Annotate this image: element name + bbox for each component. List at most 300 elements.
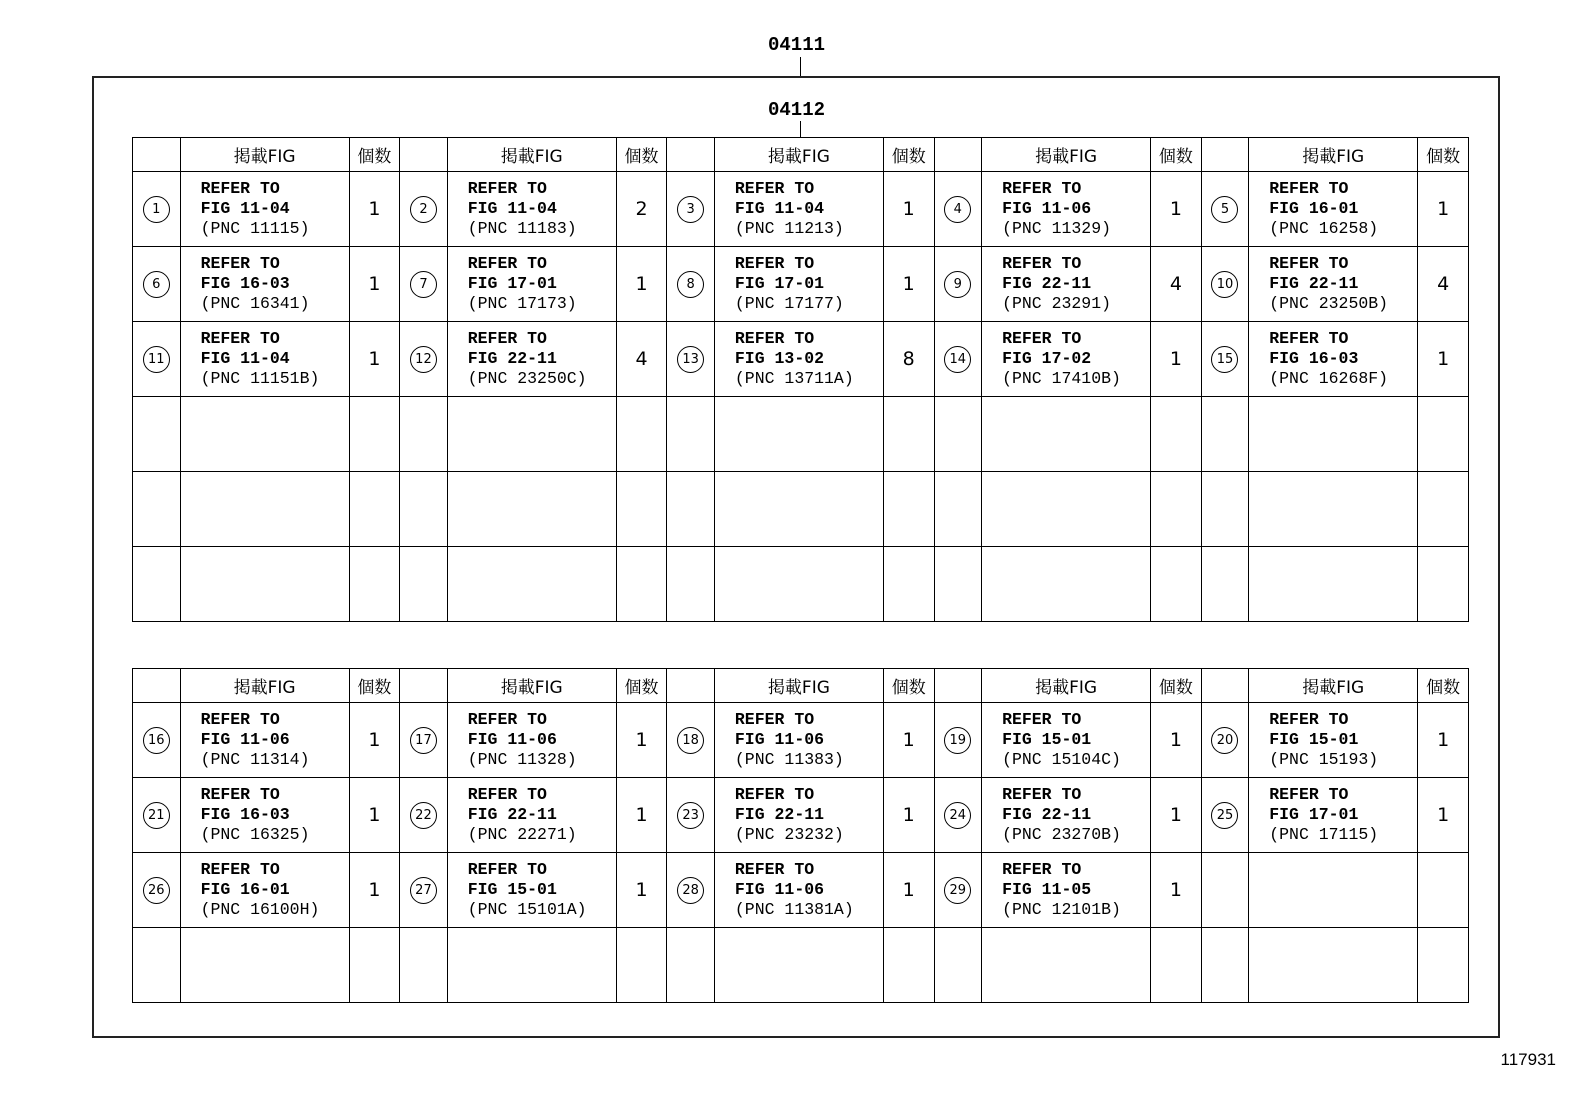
item-number: 10 [1211, 271, 1238, 298]
refer-to-text: REFER TO [200, 710, 280, 729]
item-number-cell [667, 703, 715, 778]
item-number: 29 [944, 877, 971, 904]
item-number-cell [133, 247, 181, 322]
item-number: 18 [677, 727, 704, 754]
pnc-code: (PNC 17115) [1269, 825, 1379, 844]
refer-to-text: REFER TO [734, 710, 815, 729]
header-fig: 掲載FIG [180, 669, 349, 703]
quantity-value: 1 [902, 198, 915, 220]
quantity-value: 1 [1169, 804, 1182, 826]
fig-reference-cell [447, 703, 616, 778]
item-number: 16 [143, 727, 170, 754]
header-qty: 個数 [616, 138, 667, 172]
quantity-value: 1 [368, 879, 381, 901]
item-number-cell [1201, 703, 1249, 778]
pnc-code: (PNC 16341) [200, 294, 310, 313]
item-number: 11 [143, 346, 170, 373]
quantity-cell [1418, 397, 1469, 472]
quantity-value: 1 [1169, 348, 1182, 370]
item-number-cell [400, 472, 448, 547]
fig-reference-cell [447, 472, 616, 547]
pnc-code: (PNC 15101A) [467, 900, 587, 919]
fig-reference-cell [714, 547, 883, 622]
fig-number: FIG 15-01 [1002, 730, 1092, 749]
fig-reference-cell [180, 928, 349, 1003]
fig-reference-cell [982, 472, 1151, 547]
header-fig: 掲載FIG [714, 669, 883, 703]
item-number: 5 [1211, 196, 1238, 223]
item-number-cell [133, 472, 181, 547]
item-number-cell [667, 472, 715, 547]
pnc-code: (PNC 16100H) [200, 900, 320, 919]
fig-reference-cell [714, 778, 883, 853]
quantity-cell [883, 397, 934, 472]
fig-number: FIG 22-11 [734, 805, 825, 824]
header-row [133, 138, 1469, 172]
quantity-cell [883, 322, 934, 397]
fig-reference-cell [1249, 247, 1418, 322]
item-number-cell [1201, 397, 1249, 472]
refer-to-text: REFER TO [200, 860, 280, 879]
item-number-cell [1201, 928, 1249, 1003]
fig-number: FIG 17-02 [1002, 349, 1092, 368]
header-num-cell [1201, 669, 1249, 703]
item-number: 21 [143, 802, 170, 829]
quantity-cell [883, 853, 934, 928]
refer-to-text: REFER TO [1002, 329, 1082, 348]
quantity-value: 4 [1169, 273, 1182, 295]
quantity-cell [1418, 778, 1469, 853]
fig-reference-cell [982, 853, 1151, 928]
fig-reference-cell [982, 397, 1151, 472]
refer-to-text: REFER TO [200, 329, 280, 348]
quantity-cell [883, 778, 934, 853]
item-number-cell [667, 322, 715, 397]
fig-reference-cell [180, 397, 349, 472]
quantity-cell [349, 322, 400, 397]
table-row [133, 247, 1469, 322]
fig-number: FIG 11-06 [734, 880, 825, 899]
fig-number: FIG 22-11 [1269, 274, 1359, 293]
quantity-value: 1 [368, 198, 381, 220]
item-number-cell [133, 853, 181, 928]
fig-number: FIG 11-04 [734, 199, 825, 218]
fig-number: FIG 22-11 [1002, 805, 1092, 824]
item-number: 8 [677, 271, 704, 298]
header-num-cell [934, 669, 982, 703]
quantity-cell [349, 547, 400, 622]
quantity-cell [1151, 172, 1202, 247]
table-row [133, 322, 1469, 397]
pnc-code: (PNC 13711A) [734, 369, 854, 388]
refer-to-text: REFER TO [200, 179, 280, 198]
fig-reference-cell [982, 547, 1151, 622]
fig-number: FIG 16-01 [1269, 199, 1359, 218]
fig-number: FIG 11-06 [734, 730, 825, 749]
fig-number: FIG 16-01 [200, 880, 290, 899]
item-number: 20 [1211, 727, 1238, 754]
fig-reference-cell [1249, 778, 1418, 853]
item-number-cell [1201, 172, 1249, 247]
pnc-code: (PNC 15193) [1269, 750, 1379, 769]
item-number-cell [934, 247, 982, 322]
fig-reference-cell [1249, 397, 1418, 472]
fig-reference-cell [714, 172, 883, 247]
item-number-cell [400, 853, 448, 928]
refer-to-text: REFER TO [1269, 329, 1349, 348]
quantity-cell [349, 928, 400, 1003]
pnc-code: (PNC 11328) [467, 750, 577, 769]
fig-reference-cell [714, 247, 883, 322]
fig-reference-cell [180, 247, 349, 322]
label-04111: 04111 [768, 34, 826, 56]
leader-line-04112 [800, 121, 801, 137]
item-number: 19 [944, 727, 971, 754]
quantity-value: 1 [902, 879, 915, 901]
quantity-value: 1 [1169, 729, 1182, 751]
item-number-cell [667, 547, 715, 622]
header-qty: 個数 [1418, 669, 1469, 703]
item-number-cell [934, 778, 982, 853]
item-number-cell [1201, 247, 1249, 322]
fig-reference-cell [1249, 703, 1418, 778]
fig-number: FIG 15-01 [1269, 730, 1359, 749]
pnc-code: (PNC 16258) [1269, 219, 1379, 238]
header-num-cell [133, 669, 181, 703]
item-number-cell [934, 853, 982, 928]
quantity-cell [616, 472, 667, 547]
fig-reference-cell [714, 928, 883, 1003]
item-number: 13 [677, 346, 704, 373]
fig-number: FIG 16-03 [200, 805, 290, 824]
header-qty: 個数 [616, 669, 667, 703]
quantity-value: 1 [368, 348, 381, 370]
refer-to-text: REFER TO [1269, 785, 1349, 804]
table-row [133, 397, 1469, 472]
quantity-value: 1 [902, 273, 915, 295]
quantity-cell [616, 778, 667, 853]
refer-to-text: REFER TO [734, 860, 815, 879]
item-number-cell [667, 928, 715, 1003]
header-qty: 個数 [1151, 138, 1202, 172]
fig-number: FIG 11-04 [467, 199, 557, 218]
quantity-cell [349, 172, 400, 247]
quantity-value: 1 [368, 273, 381, 295]
fig-reference-cell [1249, 547, 1418, 622]
refer-to-text: REFER TO [467, 329, 547, 348]
item-number-cell [133, 322, 181, 397]
quantity-cell [883, 172, 934, 247]
quantity-cell [616, 247, 667, 322]
pnc-code: (PNC 16268F) [1269, 369, 1389, 388]
fig-number: FIG 15-01 [467, 880, 557, 899]
item-number-cell [133, 703, 181, 778]
item-number: 22 [410, 802, 437, 829]
fig-number: FIG 22-11 [1002, 274, 1092, 293]
quantity-cell [1418, 472, 1469, 547]
fig-reference-cell [982, 247, 1151, 322]
quantity-cell [349, 397, 400, 472]
pnc-code: (PNC 22271) [467, 825, 577, 844]
quantity-cell [616, 853, 667, 928]
refer-to-text: REFER TO [200, 254, 280, 273]
fig-number: FIG 17-01 [1269, 805, 1359, 824]
fig-reference-cell [180, 472, 349, 547]
header-qty: 個数 [349, 669, 400, 703]
item-number-cell [133, 172, 181, 247]
quantity-cell [616, 703, 667, 778]
refer-to-text: REFER TO [1269, 710, 1349, 729]
fig-number: FIG 16-03 [200, 274, 290, 293]
refer-to-text: REFER TO [734, 329, 815, 348]
fig-reference-cell [447, 928, 616, 1003]
header-qty: 個数 [883, 669, 934, 703]
quantity-cell [883, 703, 934, 778]
item-number-cell [400, 928, 448, 1003]
fig-number: FIG 11-06 [1002, 199, 1092, 218]
header-num-cell [1201, 138, 1249, 172]
header-qty: 個数 [349, 138, 400, 172]
reference-table-1 [132, 137, 1469, 622]
fig-reference-cell [714, 703, 883, 778]
fig-reference-cell [982, 322, 1151, 397]
fig-reference-cell [180, 322, 349, 397]
fig-reference-cell [714, 397, 883, 472]
quantity-cell [349, 247, 400, 322]
header-fig: 掲載FIG [1249, 138, 1418, 172]
item-number-cell [400, 322, 448, 397]
header-qty: 個数 [1151, 669, 1202, 703]
pnc-code: (PNC 11183) [467, 219, 577, 238]
header-num-cell [667, 138, 715, 172]
item-number: 2 [410, 196, 437, 223]
item-number: 27 [410, 877, 437, 904]
refer-to-text: REFER TO [467, 785, 547, 804]
refer-to-text: REFER TO [1002, 710, 1082, 729]
quantity-cell [1151, 703, 1202, 778]
item-number-cell [400, 778, 448, 853]
pnc-code: (PNC 17173) [467, 294, 577, 313]
item-number-cell [667, 853, 715, 928]
quantity-cell [349, 778, 400, 853]
fig-reference-cell [447, 322, 616, 397]
fig-reference-cell [982, 172, 1151, 247]
quantity-cell [1151, 247, 1202, 322]
item-number: 15 [1211, 346, 1238, 373]
quantity-value: 1 [1437, 804, 1450, 826]
quantity-cell [349, 703, 400, 778]
refer-to-text: REFER TO [467, 860, 547, 879]
quantity-value: 1 [368, 804, 381, 826]
pnc-code: (PNC 11151B) [200, 369, 320, 388]
header-fig: 掲載FIG [982, 138, 1151, 172]
fig-reference-cell [982, 778, 1151, 853]
quantity-cell [349, 853, 400, 928]
fig-number: FIG 11-06 [200, 730, 290, 749]
fig-reference-cell [447, 778, 616, 853]
fig-number: FIG 16-03 [1269, 349, 1359, 368]
header-fig: 掲載FIG [714, 138, 883, 172]
quantity-value: 1 [635, 879, 648, 901]
item-number: 23 [677, 802, 704, 829]
header-num-cell [934, 138, 982, 172]
quantity-value: 1 [368, 729, 381, 751]
pnc-code: (PNC 17410B) [1002, 369, 1121, 388]
quantity-cell [616, 322, 667, 397]
item-number-cell [1201, 778, 1249, 853]
quantity-cell [1418, 172, 1469, 247]
quantity-cell [1418, 322, 1469, 397]
item-number-cell [400, 247, 448, 322]
fig-number: FIG 17-01 [734, 274, 825, 293]
fig-reference-cell [180, 703, 349, 778]
item-number-cell [133, 397, 181, 472]
quantity-value: 1 [1169, 198, 1182, 220]
fig-reference-cell [1249, 853, 1418, 928]
quantity-cell [1151, 778, 1202, 853]
pnc-code: (PNC 11115) [200, 219, 310, 238]
item-number-cell [133, 547, 181, 622]
fig-number: FIG 11-05 [1002, 880, 1092, 899]
quantity-value: 1 [635, 729, 648, 751]
table-row [133, 778, 1469, 853]
item-number-cell [934, 547, 982, 622]
header-num-cell [400, 669, 448, 703]
quantity-value: 1 [902, 729, 915, 751]
fig-number: FIG 22-11 [467, 349, 557, 368]
fig-reference-cell [180, 778, 349, 853]
fig-number: FIG 13-02 [734, 349, 825, 368]
item-number-cell [400, 397, 448, 472]
refer-to-text: REFER TO [734, 179, 815, 198]
quantity-value: 1 [902, 804, 915, 826]
fig-reference-cell [447, 172, 616, 247]
item-number-cell [1201, 322, 1249, 397]
item-number: 7 [410, 271, 437, 298]
fig-reference-cell [982, 703, 1151, 778]
pnc-code: (PNC 11383) [734, 750, 844, 769]
quantity-cell [616, 547, 667, 622]
quantity-cell [1151, 322, 1202, 397]
quantity-cell [1151, 853, 1202, 928]
item-number: 26 [143, 877, 170, 904]
label-04112: 04112 [768, 99, 826, 121]
fig-number: FIG 11-04 [200, 199, 290, 218]
item-number: 4 [944, 196, 971, 223]
leader-line-04111 [800, 57, 801, 76]
fig-reference-cell [180, 547, 349, 622]
item-number: 14 [944, 346, 971, 373]
pnc-code: (PNC 23250B) [1269, 294, 1389, 313]
reference-table-2 [132, 668, 1469, 1003]
fig-reference-cell [714, 853, 883, 928]
quantity-cell [1151, 397, 1202, 472]
quantity-cell [349, 472, 400, 547]
refer-to-text: REFER TO [467, 710, 547, 729]
pnc-code: (PNC 11329) [1002, 219, 1111, 238]
fig-number: FIG 11-04 [200, 349, 290, 368]
table-row [133, 928, 1469, 1003]
pnc-code: (PNC 17177) [734, 294, 844, 313]
quantity-value: 1 [1437, 729, 1450, 751]
fig-reference-cell [1249, 472, 1418, 547]
pnc-code: (PNC 15104C) [1002, 750, 1121, 769]
refer-to-text: REFER TO [1269, 179, 1349, 198]
refer-to-text: REFER TO [467, 179, 547, 198]
item-number: 6 [143, 271, 170, 298]
refer-to-text: REFER TO [1002, 860, 1082, 879]
item-number-cell [934, 703, 982, 778]
fig-reference-cell [1249, 928, 1418, 1003]
item-number-cell [667, 397, 715, 472]
item-number: 12 [410, 346, 437, 373]
fig-reference-cell [714, 322, 883, 397]
table-row [133, 853, 1469, 928]
fig-reference-cell [180, 172, 349, 247]
table-row [133, 172, 1469, 247]
item-number-cell [1201, 472, 1249, 547]
item-number-cell [133, 778, 181, 853]
header-row [133, 669, 1469, 703]
quantity-value: 2 [635, 198, 648, 220]
item-number: 25 [1211, 802, 1238, 829]
item-number-cell [667, 247, 715, 322]
fig-number: FIG 11-06 [467, 730, 557, 749]
quantity-cell [1151, 547, 1202, 622]
refer-to-text: REFER TO [1002, 179, 1082, 198]
pnc-code: (PNC 11314) [200, 750, 310, 769]
header-qty: 個数 [883, 138, 934, 172]
item-number-cell [667, 172, 715, 247]
quantity-cell [883, 928, 934, 1003]
quantity-value: 1 [1437, 348, 1450, 370]
table-row [133, 547, 1469, 622]
quantity-value: 1 [1437, 198, 1450, 220]
fig-reference-cell [447, 547, 616, 622]
figure-id: 117931 [1500, 1050, 1556, 1069]
quantity-value: 1 [1169, 879, 1182, 901]
header-num-cell [400, 138, 448, 172]
pnc-code: (PNC 11381A) [734, 900, 854, 919]
quantity-cell [1418, 247, 1469, 322]
header-fig: 掲載FIG [180, 138, 349, 172]
item-number: 28 [677, 877, 704, 904]
quantity-cell [616, 397, 667, 472]
pnc-code: (PNC 23291) [1002, 294, 1111, 313]
pnc-code: (PNC 16325) [200, 825, 310, 844]
fig-reference-cell [714, 472, 883, 547]
fig-reference-cell [447, 853, 616, 928]
refer-to-text: REFER TO [467, 254, 547, 273]
quantity-cell [1151, 472, 1202, 547]
header-fig: 掲載FIG [982, 669, 1151, 703]
refer-to-text: REFER TO [200, 785, 280, 804]
header-fig: 掲載FIG [447, 138, 616, 172]
item-number: 1 [143, 196, 170, 223]
table-row [133, 703, 1469, 778]
quantity-value: 1 [635, 273, 648, 295]
item-number: 9 [944, 271, 971, 298]
refer-to-text: REFER TO [734, 785, 815, 804]
refer-to-text: REFER TO [1002, 254, 1082, 273]
fig-reference-cell [447, 397, 616, 472]
item-number-cell [1201, 853, 1249, 928]
fig-reference-cell [1249, 172, 1418, 247]
pnc-code: (PNC 23250C) [467, 369, 587, 388]
pnc-code: (PNC 23232) [734, 825, 844, 844]
header-fig: 掲載FIG [1249, 669, 1418, 703]
quantity-cell [883, 247, 934, 322]
